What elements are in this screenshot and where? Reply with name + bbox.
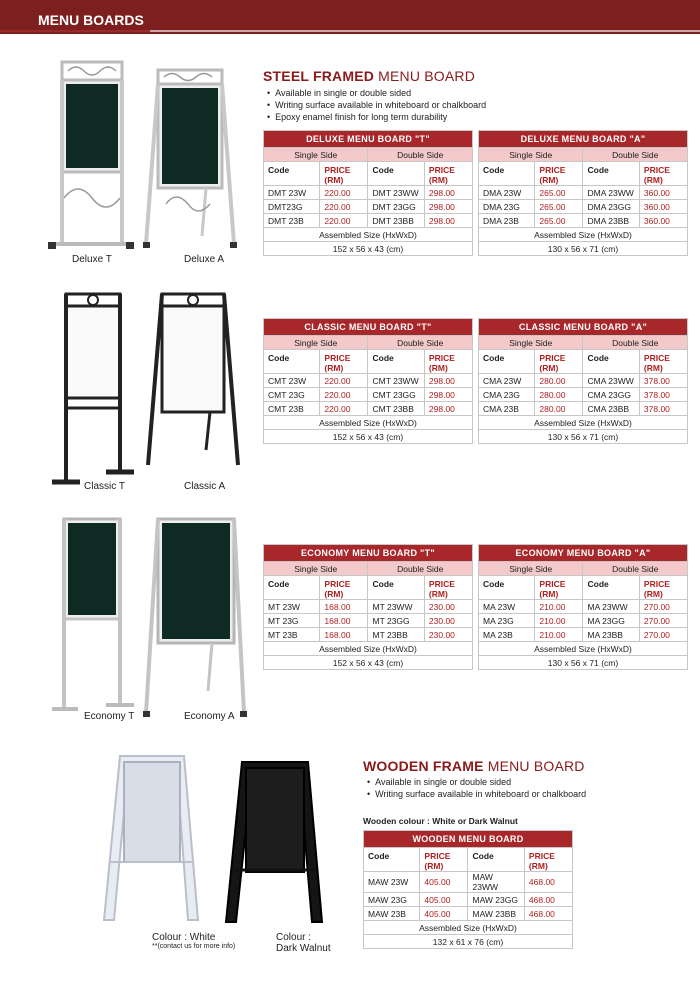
page-title: MENU BOARDS <box>0 8 150 32</box>
price-unit: (RM) <box>539 363 559 373</box>
price-cell: 230.00 <box>424 600 472 614</box>
price-label: PRICE <box>324 165 351 175</box>
steel-bullets <box>267 87 486 123</box>
price-cell: 220.00 <box>320 214 368 228</box>
table-row <box>479 374 688 388</box>
wooden-price-table <box>363 830 573 949</box>
price-cell: 405.00 <box>420 893 468 907</box>
table-row <box>364 893 573 907</box>
white-caption: Colour : White <box>152 932 216 943</box>
code-column-header: Code <box>264 350 320 374</box>
price-cell: 468.00 <box>524 893 572 907</box>
price-unit: (RM) <box>428 363 448 373</box>
price-label: PRICE <box>643 579 670 589</box>
steel-bullet: • Epoxy enamel finish for long term durability <box>267 111 486 123</box>
code-cell: MT 23GG <box>368 614 424 628</box>
price-label: PRICE <box>539 579 566 589</box>
code-cell: CMT 23GG <box>368 388 424 402</box>
price-column-header <box>639 576 687 600</box>
code-column-header: Code <box>468 848 524 872</box>
price-column-header <box>320 350 368 374</box>
code-cell: DMT 23W <box>264 186 320 200</box>
header-rule <box>150 30 700 32</box>
assembled-size-value: 152 x 56 x 43 (cm) <box>264 242 473 256</box>
price-unit: (RM) <box>539 175 559 185</box>
price-cell: 220.00 <box>320 200 368 214</box>
steel-bullet: • Available in single or double sided <box>267 87 486 99</box>
code-cell: MAW 23GG <box>468 893 524 907</box>
price-label: PRICE <box>643 353 670 363</box>
deluxe-a-caption: Deluxe A <box>184 254 225 265</box>
price-label: PRICE <box>643 165 670 175</box>
code-cell: DMA 23WW <box>583 186 639 200</box>
code-cell: CMA 23B <box>479 402 535 416</box>
steel-bullet: • Writing surface available in whiteboard or chalkboard <box>267 99 486 111</box>
price-cell: 298.00 <box>424 200 472 214</box>
price-cell: 265.00 <box>535 186 583 200</box>
deluxe-t-caption: Deluxe T <box>72 254 112 265</box>
economy-t-stand-image <box>50 515 145 715</box>
code-cell: CMA 23G <box>479 388 535 402</box>
code-cell: MAW 23B <box>364 907 420 921</box>
wood-bullets <box>367 776 586 800</box>
price-cell: 280.00 <box>535 374 583 388</box>
table-row <box>479 628 688 642</box>
price-cell: 378.00 <box>639 402 687 416</box>
code-column-header: Code <box>583 350 639 374</box>
price-cell: 405.00 <box>420 872 468 893</box>
code-cell: CMT 23WW <box>368 374 424 388</box>
walnut-wooden-stand-image <box>212 758 332 928</box>
code-cell: DMA 23B <box>479 214 535 228</box>
price-cell: 298.00 <box>424 374 472 388</box>
single-side-header: Single Side <box>264 148 368 162</box>
price-unit: (RM) <box>424 861 444 871</box>
table-row <box>479 200 688 214</box>
code-cell: CMT 23BB <box>368 402 424 416</box>
table-row <box>264 614 473 628</box>
price-column-header <box>639 350 687 374</box>
code-cell: MA 23G <box>479 614 535 628</box>
classic-t-caption: Classic T <box>84 481 125 492</box>
code-cell: DMT 23GG <box>368 200 424 214</box>
steel-title-bold: STEEL FRAMED <box>263 68 375 84</box>
price-unit: (RM) <box>428 175 448 185</box>
deluxe-t-stand-image <box>42 58 142 258</box>
code-cell: DMT 23B <box>264 214 320 228</box>
price-cell: 168.00 <box>320 614 368 628</box>
code-cell: MT 23G <box>264 614 320 628</box>
assembled-size-label: Assembled Size (HxWxD) <box>479 416 688 430</box>
price-column-header <box>320 162 368 186</box>
price-cell: 360.00 <box>639 214 687 228</box>
price-unit: (RM) <box>643 175 663 185</box>
price-cell: 168.00 <box>320 600 368 614</box>
table-row <box>364 907 573 921</box>
price-cell: 298.00 <box>424 186 472 200</box>
assembled-size-value: 152 x 56 x 43 (cm) <box>264 656 473 670</box>
assembled-size-value: 130 x 56 x 71 (cm) <box>479 242 688 256</box>
price-column-header <box>535 162 583 186</box>
price-cell: 220.00 <box>320 388 368 402</box>
assembled-size-value: 130 x 56 x 71 (cm) <box>479 656 688 670</box>
code-column-header: Code <box>479 350 535 374</box>
price-unit: (RM) <box>324 363 344 373</box>
table-title: DELUXE MENU BOARD "T" <box>264 131 473 148</box>
assembled-size-label: Assembled Size (HxWxD) <box>479 642 688 656</box>
price-unit: (RM) <box>428 589 448 599</box>
economy-a-price-table <box>478 544 688 670</box>
classic-a-price-table <box>478 318 688 444</box>
table-row <box>264 628 473 642</box>
code-cell: CMA 23WW <box>583 374 639 388</box>
price-column-header <box>424 576 472 600</box>
table-row <box>479 186 688 200</box>
price-cell: 270.00 <box>639 628 687 642</box>
price-cell: 378.00 <box>639 374 687 388</box>
code-cell: MA 23BB <box>583 628 639 642</box>
price-unit: (RM) <box>324 175 344 185</box>
code-cell: MAW 23W <box>364 872 420 893</box>
code-cell: DMA 23BB <box>583 214 639 228</box>
code-cell: DMT 23BB <box>368 214 424 228</box>
wood-colour-note: Wooden colour : White or Dark Walnut <box>363 816 518 826</box>
price-label: PRICE <box>424 851 451 861</box>
price-label: PRICE <box>428 579 455 589</box>
steel-section-title <box>263 68 475 84</box>
price-cell: 265.00 <box>535 200 583 214</box>
table-row <box>264 200 473 214</box>
price-cell: 230.00 <box>424 614 472 628</box>
classic-t-stand-image <box>50 290 150 495</box>
code-column-header: Code <box>364 848 420 872</box>
single-side-header: Single Side <box>479 336 583 350</box>
wood-section-title <box>363 758 585 774</box>
economy-t-price-table <box>263 544 473 670</box>
code-cell: MT 23BB <box>368 628 424 642</box>
deluxe-a-stand-image <box>140 64 240 264</box>
price-label: PRICE <box>428 353 455 363</box>
table-row <box>264 600 473 614</box>
price-cell: 210.00 <box>535 600 583 614</box>
price-unit: (RM) <box>643 363 663 373</box>
wood-bullet: • Writing surface available in whiteboard or chalkboard <box>367 788 586 800</box>
deluxe-t-price-table <box>263 130 473 256</box>
code-column-header: Code <box>264 162 320 186</box>
code-column-header: Code <box>583 576 639 600</box>
price-unit: (RM) <box>528 861 548 871</box>
price-cell: 265.00 <box>535 214 583 228</box>
code-column-header: Code <box>479 162 535 186</box>
table-row <box>479 388 688 402</box>
price-cell: 360.00 <box>639 200 687 214</box>
white-wooden-stand-image <box>92 752 212 927</box>
code-column-header: Code <box>479 576 535 600</box>
assembled-size-label: Assembled Size (HxWxD) <box>364 921 573 935</box>
table-title: CLASSIC MENU BOARD "T" <box>264 319 473 336</box>
code-cell: MT 23B <box>264 628 320 642</box>
code-column-header: Code <box>583 162 639 186</box>
code-cell: DMA 23W <box>479 186 535 200</box>
price-label: PRICE <box>324 579 351 589</box>
walnut-caption-label: Colour : <box>276 932 312 943</box>
price-unit: (RM) <box>539 589 559 599</box>
code-cell: MA 23B <box>479 628 535 642</box>
double-side-header: Double Side <box>583 562 688 576</box>
deluxe-a-price-table <box>478 130 688 256</box>
table-row <box>364 872 573 893</box>
table-row <box>479 214 688 228</box>
price-cell: 210.00 <box>535 614 583 628</box>
code-cell: CMA 23GG <box>583 388 639 402</box>
price-label: PRICE <box>539 165 566 175</box>
code-cell: MAW 23BB <box>468 907 524 921</box>
wood-bullet: • Available in single or double sided <box>367 776 586 788</box>
double-side-header: Double Side <box>368 336 473 350</box>
assembled-size-label: Assembled Size (HxWxD) <box>264 228 473 242</box>
price-cell: 298.00 <box>424 402 472 416</box>
code-cell: DMT 23WW <box>368 186 424 200</box>
price-column-header <box>535 576 583 600</box>
code-cell: CMT 23G <box>264 388 320 402</box>
code-cell: CMA 23BB <box>583 402 639 416</box>
price-cell: 230.00 <box>424 628 472 642</box>
table-title: DELUXE MENU BOARD "A" <box>479 131 688 148</box>
price-cell: 168.00 <box>320 628 368 642</box>
code-cell: MA 23W <box>479 600 535 614</box>
price-cell: 378.00 <box>639 388 687 402</box>
double-side-header: Double Side <box>583 336 688 350</box>
price-cell: 405.00 <box>420 907 468 921</box>
price-column-header <box>524 848 572 872</box>
code-column-header: Code <box>368 350 424 374</box>
price-cell: 298.00 <box>424 388 472 402</box>
price-cell: 270.00 <box>639 614 687 628</box>
code-cell: DMA 23G <box>479 200 535 214</box>
price-cell: 468.00 <box>524 907 572 921</box>
economy-a-caption: Economy A <box>184 711 235 722</box>
code-cell: CMA 23W <box>479 374 535 388</box>
assembled-size-value: 132 x 61 x 76 (cm) <box>364 935 573 949</box>
table-title: ECONOMY MENU BOARD "A" <box>479 545 688 562</box>
contact-note: **(contact us for more info) <box>152 943 236 950</box>
price-cell: 298.00 <box>424 214 472 228</box>
price-column-header <box>320 576 368 600</box>
single-side-header: Single Side <box>479 562 583 576</box>
code-column-header: Code <box>368 576 424 600</box>
code-cell: DMT23G <box>264 200 320 214</box>
price-cell: 220.00 <box>320 374 368 388</box>
price-column-header <box>535 350 583 374</box>
price-column-header <box>420 848 468 872</box>
economy-t-caption: Economy T <box>84 711 135 722</box>
double-side-header: Double Side <box>368 148 473 162</box>
code-cell: MAW 23G <box>364 893 420 907</box>
price-label: PRICE <box>324 353 351 363</box>
price-cell: 270.00 <box>639 600 687 614</box>
price-cell: 468.00 <box>524 872 572 893</box>
price-cell: 220.00 <box>320 402 368 416</box>
code-column-header: Code <box>368 162 424 186</box>
steel-title-rest: MENU BOARD <box>378 68 476 84</box>
price-label: PRICE <box>528 851 555 861</box>
wood-title-rest: MENU BOARD <box>487 758 585 774</box>
assembled-size-value: 152 x 56 x 43 (cm) <box>264 430 473 444</box>
price-label: PRICE <box>539 353 566 363</box>
table-title: CLASSIC MENU BOARD "A" <box>479 319 688 336</box>
code-cell: DMA 23GG <box>583 200 639 214</box>
assembled-size-label: Assembled Size (HxWxD) <box>264 416 473 430</box>
price-column-header <box>424 162 472 186</box>
price-column-header <box>424 350 472 374</box>
code-cell: MA 23WW <box>583 600 639 614</box>
table-row <box>264 374 473 388</box>
table-title: WOODEN MENU BOARD <box>364 831 573 848</box>
code-cell: MT 23W <box>264 600 320 614</box>
code-cell: CMT 23B <box>264 402 320 416</box>
double-side-header: Double Side <box>583 148 688 162</box>
price-column-header <box>639 162 687 186</box>
economy-a-stand-image <box>140 515 250 720</box>
double-side-header: Double Side <box>368 562 473 576</box>
price-cell: 220.00 <box>320 186 368 200</box>
price-cell: 280.00 <box>535 402 583 416</box>
walnut-caption-value: Dark Walnut <box>276 943 331 954</box>
price-label: PRICE <box>428 165 455 175</box>
assembled-size-label: Assembled Size (HxWxD) <box>264 642 473 656</box>
price-unit: (RM) <box>643 589 663 599</box>
table-row <box>479 402 688 416</box>
classic-t-price-table <box>263 318 473 444</box>
price-cell: 210.00 <box>535 628 583 642</box>
price-cell: 280.00 <box>535 388 583 402</box>
table-row <box>479 600 688 614</box>
single-side-header: Single Side <box>264 336 368 350</box>
classic-a-caption: Classic A <box>184 481 226 492</box>
code-cell: CMT 23W <box>264 374 320 388</box>
price-unit: (RM) <box>324 589 344 599</box>
single-side-header: Single Side <box>479 148 583 162</box>
table-title: ECONOMY MENU BOARD "T" <box>264 545 473 562</box>
table-row <box>479 614 688 628</box>
assembled-size-value: 130 x 56 x 71 (cm) <box>479 430 688 444</box>
code-cell: MT 23WW <box>368 600 424 614</box>
table-row <box>264 214 473 228</box>
code-cell: MAW 23WW <box>468 872 524 893</box>
price-cell: 360.00 <box>639 186 687 200</box>
table-row <box>264 186 473 200</box>
assembled-size-label: Assembled Size (HxWxD) <box>479 228 688 242</box>
code-cell: MA 23GG <box>583 614 639 628</box>
code-column-header: Code <box>264 576 320 600</box>
single-side-header: Single Side <box>264 562 368 576</box>
classic-a-stand-image <box>140 290 245 475</box>
wood-title-bold: WOODEN FRAME <box>363 758 484 774</box>
table-row <box>264 388 473 402</box>
table-row <box>264 402 473 416</box>
